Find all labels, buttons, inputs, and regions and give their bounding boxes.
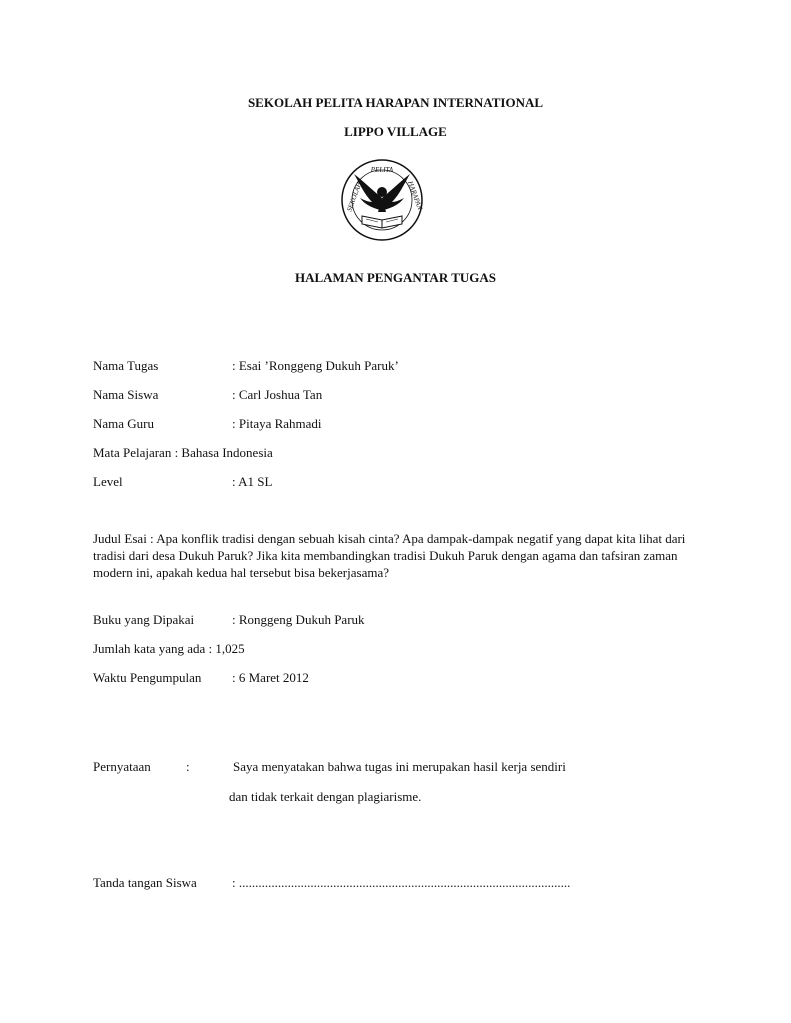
logo-left-text: SEKOLAH <box>345 181 364 213</box>
info-label: Mata Pelajaran : Bahasa Indonesia <box>93 445 273 460</box>
eagle-book-seal-icon <box>340 158 424 242</box>
signature-label: Tanda tangan Siswa <box>93 875 197 890</box>
book-label: Buku yang Dipakai <box>93 612 195 627</box>
info-label: Level <box>93 474 123 489</box>
signature-line: : ...................................................................................................... <box>232 875 571 890</box>
info-value: : Pitaya Rahmadi <box>232 416 322 431</box>
info-value: : Esai ’Ronggeng Dukuh Paruk’ <box>232 358 399 373</box>
statement-line-2: dan tidak terkait dengan plagiarisme. <box>229 789 422 804</box>
submission-value: : 6 Maret 2012 <box>232 670 309 685</box>
school-logo-seal <box>340 158 424 242</box>
info-label: Nama Guru <box>93 416 155 431</box>
statement-colon: : <box>186 759 190 774</box>
info-value: : Carl Joshua Tan <box>232 387 323 402</box>
logo-right-text: HARAPAN <box>406 179 424 212</box>
info-value: : A1 SL <box>232 474 273 489</box>
campus-name: LIPPO VILLAGE <box>344 124 447 139</box>
logo-top-text: PELITA <box>370 166 394 174</box>
school-name: SEKOLAH PELITA HARAPAN INTERNATIONAL <box>247 95 544 110</box>
statement-line-1: Saya menyatakan bahwa tugas ini merupakan hasil kerja sendiri <box>233 759 566 774</box>
word-count: Jumlah kata yang ada : 1,025 <box>93 641 245 656</box>
statement-label: Pernyataan <box>93 759 151 774</box>
info-label: Nama Siswa <box>93 387 159 402</box>
essay-title: Judul Esai : Apa konflik tradisi dengan sebuah kisah cinta? Apa dampak-dampak negatif yang dapat kita lihat dari tradisi dari desa Dukuh Paruk? Jika kita membandingkan tradisi Dukuh Paruk dengan agama dan tafsiran zaman modern ini, apakah kedua hal tersebut bisa bekerjasama? <box>93 531 686 580</box>
page-title: HALAMAN PENGANTAR TUGAS <box>294 270 497 285</box>
book-value: : Ronggeng Dukuh Paruk <box>232 612 365 627</box>
submission-label: Waktu Pengumpulan <box>93 670 202 685</box>
info-label: Nama Tugas <box>93 358 159 373</box>
